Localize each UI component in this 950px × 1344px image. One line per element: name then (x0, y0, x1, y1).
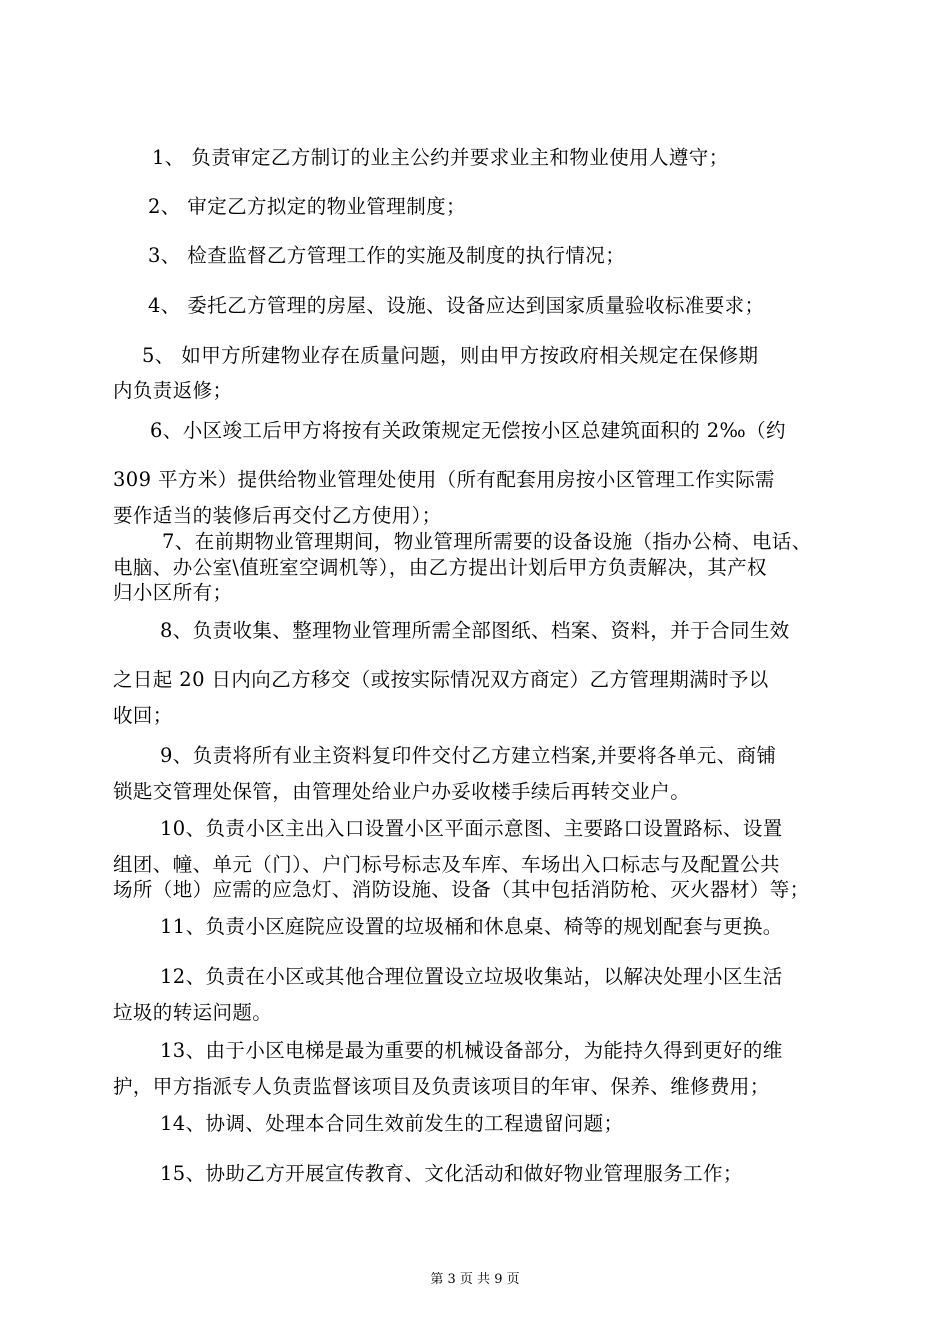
clause-5-line-1: 5、 如甲方所建物业存在质量问题，则由甲方按政府相关规定在保修期 (142, 344, 759, 367)
clause-15: 15、协助乙方开展宣传教育、文化活动和做好物业管理服务工作； (160, 1162, 743, 1185)
clause-4: 4、 委托乙方管理的房屋、设施、设备应达到国家质量验收标准要求； (148, 294, 765, 317)
clause-8-line-2: 之日起 20 日内向乙方移交（或按实际情况双方商定）乙方管理期满时予以 (113, 668, 769, 691)
clause-13-line-1: 13、由于小区电梯是最为重要的机械设备部分，为能持久得到更好的维 (160, 1039, 783, 1062)
clause-9-line-2: 锁匙交管理处保管，由管理处给业户办妥收楼手续后再转交业户。 (113, 780, 691, 803)
clause-7-line-1: 7、在前期物业管理期间，物业管理所需要的设备设施（指办公椅、电话、 (162, 530, 812, 553)
clause-3: 3、 检查监督乙方管理工作的实施及制度的执行情况； (148, 244, 626, 267)
clause-12-line-2: 垃圾的转运问题。 (113, 1001, 273, 1024)
clause-1: 1、 负责审定乙方制订的业主公约并要求业主和物业使用人遵守； (152, 146, 729, 169)
clause-6-line-1: 6、小区竣工后甲方将按有关政策规定无偿按小区总建筑面积的 2‰（约 (150, 419, 786, 442)
clause-6-line-3: 要作适当的装修后再交付乙方使用）； (113, 504, 442, 527)
clause-7-line-3: 归小区所有； (113, 581, 233, 604)
clause-9-line-1: 9、负责将所有业主资料复印件交付乙方建立档案,并要将各单元、商铺 (160, 744, 777, 767)
clause-5-line-2: 内负责返修； (113, 379, 233, 402)
clause-12-line-1: 12、负责在小区或其他合理位置设立垃圾收集站，以解决处理小区生活 (160, 965, 783, 988)
clause-7-line-2: 电脑、办公室\值班室空调机等），由乙方提出计划后甲方负责解决，其产权 (113, 556, 767, 579)
clause-13-line-2: 护，甲方指派专人负责监督该项目及负责该项目的年审、保养、维修费用； (113, 1075, 770, 1098)
clause-14: 14、协调、处理本合同生效前发生的工程遗留问题； (160, 1112, 624, 1135)
clause-8-line-1: 8、负责收集、整理物业管理所需全部图纸、档案、资料，并于合同生效 (160, 619, 790, 642)
clause-10-line-3: 场所（地）应需的应急灯、消防设施、设备（其中包括消防枪、灭火器材）等； (113, 878, 810, 901)
clause-10-line-1: 10、负责小区主出入口设置小区平面示意图、主要路口设置路标、设置 (160, 817, 783, 840)
clause-11: 11、负责小区庭院应设置的垃圾桶和休息桌、椅等的规划配套与更换。 (160, 915, 783, 938)
clause-6-line-2: 309 平方米）提供给物业管理处使用（所有配套用房按小区管理工作实际需 (113, 468, 775, 491)
clause-8-line-3: 收回； (113, 704, 173, 727)
clause-2: 2、 审定乙方拟定的物业管理制度； (148, 195, 466, 218)
page-footer: 第 3 页 共 9 页 (430, 1272, 520, 1287)
clause-10-line-2: 组团、幢、单元（门）、户门标号标志及车库、车场出入口标志与及配置公共 (113, 853, 780, 876)
